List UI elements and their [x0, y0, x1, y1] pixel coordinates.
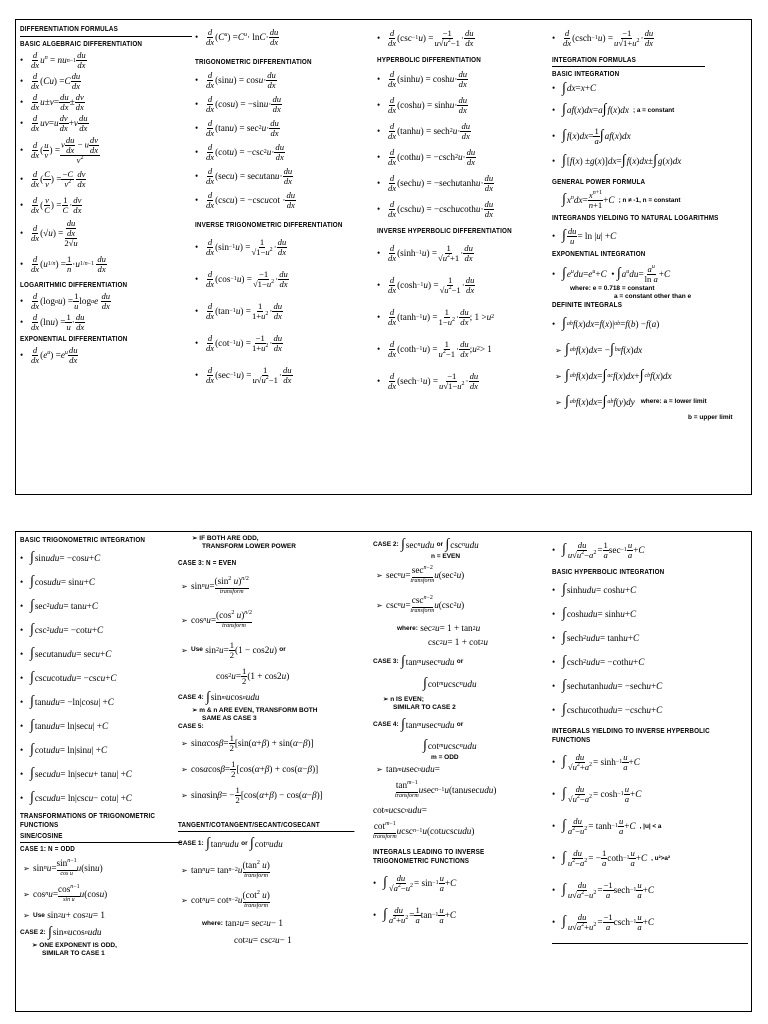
- formula-sqrt: • d dx (√ u ) = $\frac{du}{dx}$ 2√u: [20, 218, 78, 248]
- formula-int-dx: • ∫ dx = x + C: [552, 80, 597, 96]
- upper-limit-note: b = upper limit: [688, 414, 733, 421]
- formula-d-csch: • d dx (csch u ) = −csch u coth u · du dx: [377, 198, 494, 219]
- formula-d-arccos: • d dx (cos −1 u ) = −1 $√1-u^2$ · du dx: [195, 268, 288, 289]
- exponential-diff-heading: EXPONENTIAL DIFFERENTIATION: [20, 336, 128, 343]
- formula-v-over-c: • d dx ( v C ) = 1 C · dv dx: [20, 194, 82, 215]
- formula-int-arcsin: • ∫ du $√a^2-u^2$ = sin −1 u a + C: [373, 872, 457, 893]
- inverse-hyperbolic-integrals-heading: INTEGRALS YIELDING TO INVERSE HYPERBOLIC FUNCTIONS: [552, 728, 710, 744]
- both-odd-note: ➢ IF BOTH ARE ODD,: [192, 535, 259, 542]
- formula-def-split: ➢ ∫ a b f ( x ) dx = ∫ a c f ( x ) dx + ∫ c b f ( x ) dx: [555, 368, 672, 383]
- formula-def-dummy: ➢ ∫ a b f ( x ) dx = ∫ a b f ( y ) dy where: a = lower limit: [555, 394, 707, 409]
- formula-half-angle-sin: ➢ Use sin 2 u = 1 2 (1 − cos2 u ) or: [181, 639, 286, 660]
- formula-int-sech2: • ∫ sech 2 udu = tanh u + C: [552, 630, 640, 645]
- formula-int-sec: • ∫ sec udu = ln|sec u + tan u | + C: [20, 766, 132, 781]
- p2-col-1: [20, 535, 188, 1009]
- formula-d-arcsch: • d dx (csch −1 u ) = −1 $u√1+u^2$ · du dx: [552, 27, 654, 48]
- formula-power-rule: • d dx $u^n$ = nu n−1 du dx: [20, 50, 86, 70]
- formula-int-arcsch: • ∫ du $u√a^2+u^2$ = −1 a csch −1 u a + C: [552, 911, 654, 932]
- formula-int-sechtanh: • ∫ sech u tanh udu = −sech u + C: [552, 678, 663, 693]
- formula-d-arsinh: • d dx (sinh −1 u ) = 1 $√u^2+1$ · du dx: [377, 242, 473, 263]
- formula-d-artanh: • d dx (tanh −1 u ) = 1 $1-u^2$ · du dx ; 1 > u 2: [377, 306, 495, 327]
- formula-d-arsech: • d dx (sech −1 u ) = −1 $u√1-u^2$ · du dx: [377, 370, 479, 391]
- p1-col-3: [377, 23, 547, 492]
- general-power-heading: GENERAL POWER FORMULA: [552, 179, 646, 186]
- formula-d-arccsc: • d dx (csc −1 u ) = −1 $u√u^2-1$ · du dx: [377, 27, 474, 48]
- p2-col-4: [552, 535, 751, 1009]
- where-sec-identity: where: sec 2 u = 1 + tan 2 u: [397, 623, 481, 633]
- formula-d-tanh: • d dx (tanh u ) = sech 2 u · du dx: [377, 120, 471, 141]
- formula-d-coth: • d dx (coth u ) = −csch 2 u · du dx: [377, 146, 476, 167]
- inverse-trig-integrals-heading: INTEGRALS LEADING TO INVERSE TRIGONOMETRIC FUNCTIONS: [373, 849, 485, 865]
- formula-tan-n: ➢ tan n u = tan n−2 u ($\tan^2$ u) transform: [181, 859, 270, 879]
- p1-col-2: [195, 23, 373, 492]
- mn-even-note: ➢ m & n ARE EVEN, TRANSFORM BOTH: [192, 707, 318, 714]
- formula-constant-multiple: • d dx ( Cu ) = C du dx: [20, 71, 81, 91]
- formula-int-arcsec: • ∫ du $u√u^2-a^2$ = 1 a sec −1 u a + C: [552, 539, 645, 560]
- p2-col-2: [178, 535, 378, 1009]
- one-exponent-odd-note: ➢ ONE EXPONENT IS ODD,: [32, 942, 117, 949]
- formula-sum-rule: • d dx u ± v = du dx ± dv dx: [20, 92, 84, 112]
- formula-pythag: ➢ Use sin 2 u + cos 2 u = 1: [23, 910, 105, 920]
- p1-col-4: [552, 23, 751, 492]
- formula-product-sincos: ➢ sin α cos β = 1 2 [sin( α + β ) + sin( α − β )]: [181, 732, 314, 753]
- formula-d-arcsec: • d dx (sec −1 u ) = 1 $u√u^2-1$ · du dx: [195, 364, 292, 385]
- formula-d-cot: • d dx (cot u ) = −csc 2 u · du dx: [195, 141, 285, 162]
- formula-int-sec2: • ∫ sec 2 udu = tan u + C: [20, 598, 98, 613]
- where-tan-identity: where: tan 2 u = sec 2 u − 1: [202, 918, 283, 928]
- formula-def-ftc: • ∫ a b f ( x ) dx = f ( x )| a b = f ( b ) − f ( a ): [552, 316, 660, 331]
- formula-ln: • d dx (ln u ) = 1 u · du dx: [20, 312, 85, 332]
- formula-int-arcoth: • ∫ du $u^2-a^2$ = − 1 a coth −1 u a + C , u²>a²: [552, 847, 671, 868]
- case-2-sec: CASE 2: ∫ sec n udu or ∫ csc n udu: [373, 537, 479, 552]
- formula-int-sinh: • ∫ sinh udu = cosh u + C: [552, 582, 637, 597]
- formula-half-angle-cos: cos 2 u = 1 2 (1 + cos2 u ): [216, 665, 290, 686]
- formula-sin-odd: ➢ sin n u = $\sin^{n-1}$ cos u u (sin u ): [23, 857, 103, 877]
- formula-d-arcoth: • d dx (coth −1 u ) = 1 $u^2-1$ · du dx ; u 2 > 1: [377, 338, 492, 359]
- formula-d-tan: • d dx (tan u ) = sec 2 u · du dx: [195, 117, 279, 138]
- cot-csc-integral-b: ∫ cot m u csc n udu: [423, 738, 477, 753]
- formula-d-arcsin: • d dx (sin −1 u ) = 1 $√1-u^2$ · du dx: [195, 236, 287, 257]
- formula-exp-e: • d dx ( $e^u$ ) = $e^u$ du dx: [20, 345, 78, 365]
- case-5-label: CASE 5:: [178, 723, 204, 730]
- natural-log-heading: INTEGRANDS YIELDING TO NATURAL LOGARITHMS: [552, 215, 719, 222]
- n-even-note: n = EVEN: [431, 553, 461, 560]
- cot-identity: cot 2 u = csc 2 u − 1: [234, 935, 292, 945]
- differentiation-integration-panel: [15, 19, 752, 495]
- formula-log-a: • d dx (log a u ) = 1 u log a e du dx: [20, 291, 111, 311]
- formula-cot-csc-odd: cot m u csc n udu =: [373, 805, 427, 815]
- end-rule: [552, 943, 748, 944]
- formula-d-arcosh: • d dx (cosh −1 u ) = 1 $√u^2-1$ · du dx: [377, 274, 475, 295]
- formula-quotient-rule: • d dx ( u v ) = v $\frac{du}{dx}$ − u $\frac{dv}{dx}$ $v^2$: [20, 134, 99, 165]
- case-3-tan-sec: CASE 3: ∫ tan m u sec n udu or: [373, 654, 464, 669]
- where-a-note: a = constant other than e: [614, 293, 692, 300]
- formula-int-cot: • ∫ cot udu = ln|sin u | + C: [20, 742, 108, 757]
- formula-cos-even: ➢ cos n u = ($\cos^2$ u)$^{n/2}$ transform: [181, 609, 252, 629]
- formula-int-cos: • ∫ cos udu = sin u + C: [20, 574, 95, 589]
- exponential-integration-heading: EXPONENTIAL INTEGRATION: [552, 251, 646, 258]
- inverse-trig-diff-heading: INVERSE TRIGONOMETRIC DIFFERENTIATION: [195, 222, 343, 229]
- formula-d-cos: • d dx (cos u ) = −sin u · du dx: [195, 93, 282, 114]
- case-1-odd: CASE 1: N = ODD: [20, 846, 76, 853]
- formula-product-sinsin: ➢ sin α sin β = − 1 2 [cos( α + β ) − cos( α − β )]: [181, 784, 323, 805]
- similar-case2-note: SIMILAR TO CASE 2: [393, 704, 456, 711]
- case-4-tan-sec: CASE 4: ∫ tan m u sec n udu or: [373, 717, 464, 732]
- formula-product-rule: • d dx uv = u dv dx + v du dx: [20, 113, 88, 133]
- formula-int-arctan: • ∫ du $a^2+u^2$ = 1 a tan −1 u a + C: [373, 904, 457, 925]
- formula-int-tan-a: • ∫ tan udu = −ln|cos u | + C: [20, 694, 114, 709]
- integration-formulas-title: INTEGRATION FORMULAS: [552, 56, 705, 67]
- formula-tan-sec-odd-rhs: $\tan^{m-1}$ transform u sec n−1 u (tan u sec udu ): [395, 779, 497, 799]
- case-1-tan: CASE 1: ∫ tan n udu or ∫ cot n udu: [178, 836, 283, 851]
- basic-hyperbolic-integration-heading: BASIC HYPERBOLIC INTEGRATION: [552, 569, 665, 576]
- formula-int-arcosh: • ∫ du $√u^2-a^2$ = cosh −1 u a + C: [552, 783, 642, 804]
- formula-d-sech: • d dx (sech u ) = −sech u tanh u · du dx: [377, 172, 494, 193]
- sine-cosine-heading: SINE/COSINE: [20, 832, 182, 843]
- formula-int-cosh: • ∫ cosh udu = sinh u + C: [552, 606, 637, 621]
- formula-sin-even: ➢ sin n u = ($\sin^2$ u)$^{n/2}$ transform: [181, 575, 249, 595]
- formula-tan-sec-odd: ➢ tan m u sec n udu =: [376, 764, 440, 774]
- formula-cot-csc-odd-rhs: $\cot^{m-1}$ transform u csc n−1 u (cot u csc udu ): [373, 820, 475, 840]
- formula-int-csch2: • ∫ csch 2 udu = −coth u + C: [552, 654, 645, 669]
- formula-int-csc: • ∫ csc udu = ln|csc u − cot u | + C: [20, 790, 132, 805]
- tan-cot-sec-csc-heading: TANGENT/COTANGENT/SECANT/COSECANT: [178, 821, 354, 832]
- formula-d-sinh: • d dx (sinh u ) = cosh u · du dx: [377, 68, 468, 89]
- case-2-sincos: CASE 2: ∫ sin m u cos n udu: [20, 924, 102, 940]
- formula-csc-n: ➢ csc n u = $\csc^{n-2}$ transform u (csc 2 u ): [376, 594, 465, 614]
- trig-diff-heading: TRIGONOMETRIC DIFFERENTIATION: [195, 59, 312, 66]
- formula-int-csc2: • ∫ csc 2 udu = −cot u + C: [20, 622, 104, 637]
- formula-int-f-over-a: • ∫ f ( x ) dx = 1 a ∫ af ( x ) dx: [552, 125, 631, 146]
- formula-int-arsech: • ∫ du $u√a^2-u^2$ = −1 a sech −1 u a + C: [552, 879, 654, 900]
- formula-int-af: • ∫ af ( x ) dx = a ∫ f ( x ) dx ; a = constant: [552, 102, 675, 117]
- formula-cos-odd: ➢ cos n u = $\cos^{n-1}$ sin u u (cos u ): [23, 883, 108, 903]
- formula-def-swap: ➢ ∫ a b f ( x ) dx = − ∫ b a f ( x ) dx: [555, 342, 643, 357]
- formula-int-sectan: • ∫ sec u tan udu = sec u + C: [20, 646, 112, 661]
- case-3-even: CASE 3: N = EVEN: [178, 560, 237, 567]
- formula-c-over-v: • d dx ( C v ) = −C $v^2$ dv dx: [20, 168, 86, 189]
- basic-algebraic-diff-heading: BASIC ALGEBRAIC DIFFERENTIATION: [20, 41, 143, 48]
- trig-hyperbolic-integration-panel: [15, 531, 752, 1012]
- formula-int-ln: • ∫ du u = ln | u | + C: [552, 225, 617, 246]
- p2-col-3: [373, 535, 555, 1009]
- inverse-hyperbolic-diff-heading: INVERSE HYPERBOLIC DIFFERENTIATION: [377, 228, 512, 235]
- formula-int-sum: • ∫ [ f ( x ) ± g ( x )] dx = ∫ f ( x ) dx ± ∫ g ( x ) dx: [552, 153, 682, 168]
- formula-int-tan-b: • ∫ tan udu = ln|sec u | + C: [20, 718, 109, 733]
- basic-integration-heading: BASIC INTEGRATION: [552, 71, 620, 78]
- formula-int-csccot: • ∫ csc u cot udu = −csc u + C: [20, 670, 117, 685]
- formula-int-exp: • ∫ $e^udu$ = $e^u$ + C • ∫ $a^udu$ = $a^u$ ln a + C: [552, 263, 671, 284]
- formula-int-artanh: • ∫ du $a^2-u^2$ = tanh −1 u a + C , |u| < a: [552, 815, 662, 836]
- formula-sec-n: ➢ sec n u = $\sec^{n-2}$ transform u (sec 2 u ): [376, 564, 465, 584]
- cot-csc-integral-a: ∫ cot m u csc n udu: [423, 676, 477, 691]
- formula-d-csc: • d dx (csc u ) = −csc u cot · du dx: [195, 189, 296, 210]
- csc-identity: csc 2 u = 1 + cot 2 u: [428, 637, 488, 647]
- formula-d-arctan: • d dx (tan −1 u ) = 1 $1+u^2$ · du dx: [195, 300, 283, 321]
- logarithmic-diff-heading: LOGARITHMIC DIFFERENTIATION: [20, 282, 128, 289]
- definite-integrals-heading: DEFINITE INTEGRALS: [552, 302, 623, 309]
- formula-d-arccot: • d dx (cot −1 u ) = −1 $1+u^2$ · du dx: [195, 332, 283, 353]
- similar-case1-note: SIMILAR TO CASE 1: [42, 950, 105, 957]
- formula-d-cosh: • d dx (cosh u ) = sinh u · du dx: [377, 94, 468, 115]
- p1-col-1: [20, 23, 192, 492]
- formula-int-power: ∫ $x^ndx$ = $x^{n+1}$ n+1 + C ; n ≠ -1, n = constant: [562, 189, 681, 210]
- formula-int-sin: • ∫ sin udu = −cos u + C: [20, 550, 101, 565]
- differentiation-formulas-title: DIFFERENTIATION FORMULAS: [20, 26, 119, 33]
- transform-lower-note: TRANSFORM LOWER POWER: [202, 543, 296, 550]
- formula-d-sec: • d dx (sec u ) = sec u tan u · du dx: [195, 165, 293, 186]
- formula-nth-root: • d dx ( u 1/n ) = 1 n · u 1/n−1 du dx: [20, 253, 106, 274]
- formula-cot-n: ➢ cot n u = cot n−2 u ($\cot^2$ u) transform: [181, 889, 270, 909]
- n-is-even-note: ➢ n IS EVEN;: [383, 696, 424, 703]
- formula-int-arsinh: • ∫ du $√u^2+a^2$ = sinh −1 u a + C: [552, 751, 640, 772]
- trig-transformations-heading: TRANSFORMATIONS OF TRIGONOMETRIC FUNCTIONS: [20, 813, 156, 829]
- same-case3-note: SAME AS CASE 3: [202, 715, 257, 722]
- m-odd-note: m = ODD: [431, 754, 459, 761]
- where-e-note: where: e = 0.718 = constant: [570, 285, 655, 292]
- basic-trig-integration-heading: BASIC TRIGONOMETRIC INTEGRATION: [20, 537, 146, 544]
- formula-int-cschcoth: • ∫ csch u coth udu = −csch u + C: [552, 702, 663, 717]
- hyperbolic-diff-heading: HYPERBOLIC DIFFERENTIATION: [377, 57, 481, 64]
- formula-product-coscos: ➢ cos α cos β = 1 2 [cos( α + β ) + cos( α − β )]: [181, 758, 319, 779]
- case-4-sincos: CASE 4: ∫ sin m u cos n udu: [178, 689, 260, 705]
- formula-d-sin: • d dx (sin u ) = cos u · du dx: [195, 69, 276, 90]
- formula-exp-c: • d dx ( $C^u$ ) = $C^u$ · ln C · du dx: [195, 26, 279, 47]
